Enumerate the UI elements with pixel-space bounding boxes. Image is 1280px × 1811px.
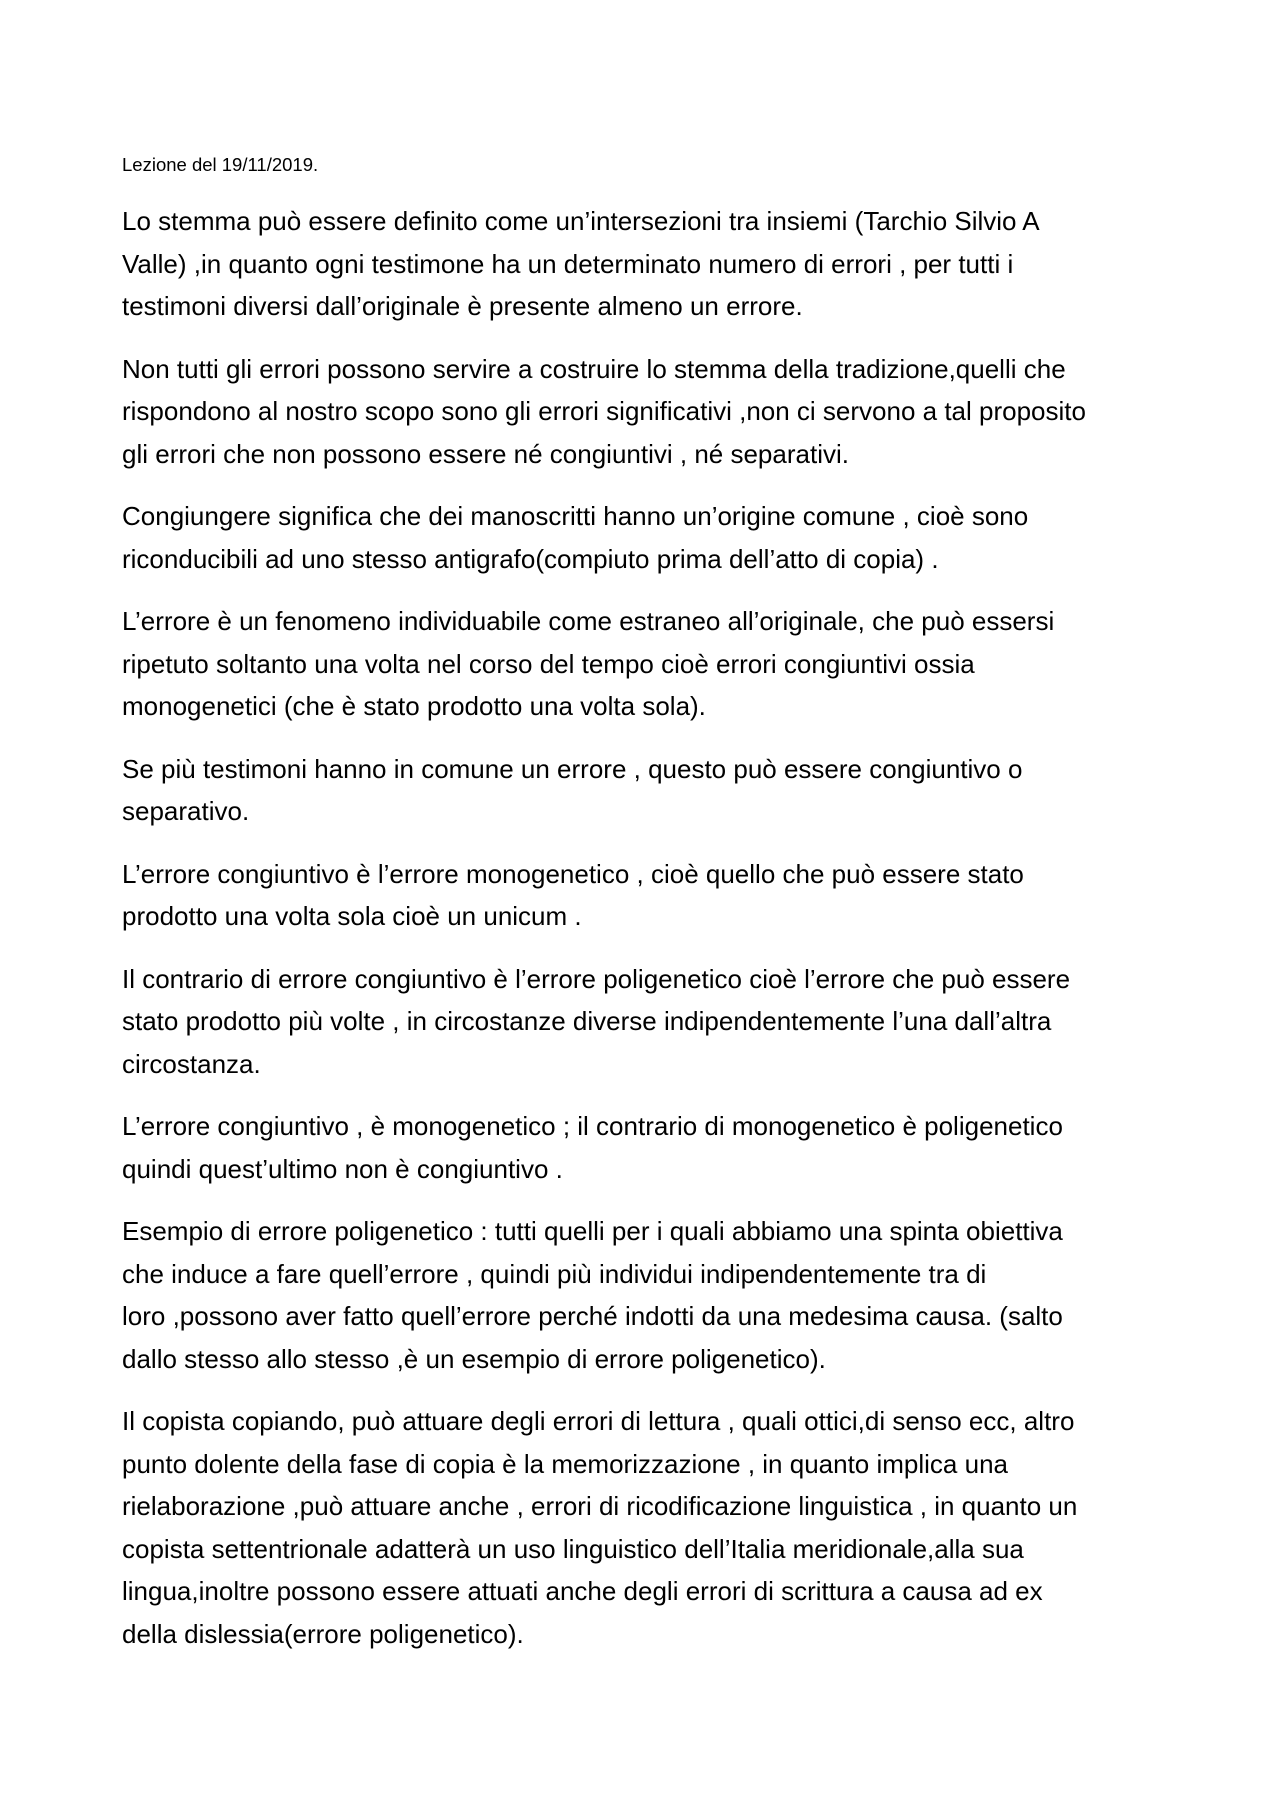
paragraph (122, 600, 1170, 728)
text-line: Valle) ,in quanto ogni testimone ha un determinato numero di errori , per tutti i (122, 248, 1014, 279)
lesson-date-heading: Lezione del 19/11/2019. (122, 154, 319, 175)
paragraph (122, 348, 1170, 476)
text-line: testimoni diversi dall’originale è presente almeno un errore. (122, 291, 803, 321)
text-line: Se più testimoni hanno in comune un errore , questo può essere congiuntivo o (122, 753, 1023, 784)
paragraph (122, 1210, 1170, 1380)
text-line: punto dolente della fase di copia è la memorizzazione , in quanto implica una (122, 1448, 1008, 1479)
text-line: Il contrario di errore congiuntivo è l’errore poligenetico cioè l’errore che può essere (122, 963, 1071, 994)
text-line: monogenetici (che è stato prodotto una volta sola). (122, 691, 706, 721)
text-line: stato prodotto più volte , in circostanze diverse indipendentemente l’una dall’altra (122, 1006, 1052, 1036)
text-line: gli errori che non possono essere né congiuntivi , né separativi. (122, 438, 849, 469)
text-line: copista settentrionale adatterà un uso linguistico dell’Italia meridionale,alla sua (122, 1533, 1024, 1564)
text-line: Lo stemma può essere definito come un’intersezioni tra insiemi (Tarchio Silvio A (122, 206, 1040, 236)
paragraph (122, 495, 1170, 580)
text-line: Il copista copiando, può attuare degli errori di lettura , quali ottici,di senso ecc, altro (122, 1406, 1075, 1436)
text-line: L’errore congiuntivo , è monogenetico ; il contrario di monogenetico è poligenetico (122, 1111, 1063, 1141)
text-line: separativo. (122, 796, 250, 826)
paragraph (122, 748, 1170, 833)
paragraph (122, 1400, 1170, 1655)
text-line: rielaborazione ,può attuare anche , errori di ricodificazione linguistica , in quanto un (122, 1491, 1078, 1521)
text-line: prodotto una volta sola cioè un unicum . (122, 901, 582, 931)
text-line: dallo stesso allo stesso ,è un esempio di errore poligenetico). (122, 1343, 826, 1374)
text-line: della dislessia(errore poligenetico). (122, 1618, 524, 1649)
text-line: lingua,inoltre possono essere attuati anche degli errori di scrittura a causa ad ex (122, 1576, 1043, 1606)
text-line: quindi quest’ultimo non è congiuntivo . (122, 1153, 563, 1184)
text-line: circostanza. (122, 1048, 261, 1079)
paragraph (122, 200, 1170, 328)
text-line: L’errore congiuntivo è l’errore monogenetico , cioè quello che può essere stato (122, 858, 1024, 889)
text-line: Esempio di errore poligenetico : tutti quelli per i quali abbiamo una spinta obiettiva (122, 1216, 1063, 1246)
paragraph (122, 958, 1170, 1086)
paragraph (122, 1105, 1170, 1190)
text-line: riconducibili ad uno stesso antigrafo(compiuto prima dell’atto di copia) . (122, 543, 939, 574)
text-line: loro ,possono aver fatto quell’errore perché indotti da una medesima causa. (salto (122, 1301, 1063, 1331)
text-line: L’errore è un fenomeno individuabile come estraneo all’originale, che può essersi (122, 606, 1055, 636)
text-line: rispondono al nostro scopo sono gli errori significativi ,non ci servono a tal proposito (122, 396, 1086, 426)
paragraph (122, 853, 1170, 938)
text-line: che induce a fare quell’errore , quindi più individui indipendentemente tra di (122, 1258, 987, 1289)
document-body (122, 200, 1170, 1655)
text-line: Non tutti gli errori possono servire a costruire lo stemma della tradizione,quelli che (122, 353, 1066, 384)
text-line: Congiungere significa che dei manoscritti hanno un’origine comune , cioè sono (122, 501, 1029, 531)
text-line: ripetuto soltanto una volta nel corso del tempo cioè errori congiuntivi ossia (122, 648, 975, 679)
